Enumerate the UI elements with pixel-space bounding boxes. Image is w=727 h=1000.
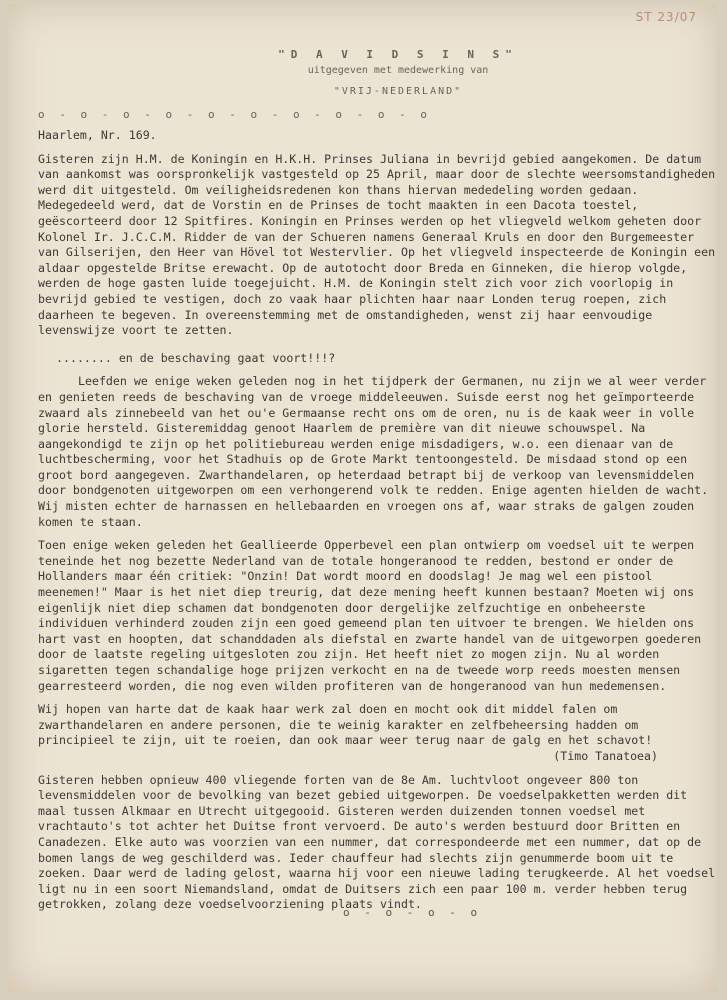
dateline: Haarlem, Nr. 169.: [38, 128, 157, 142]
masthead-org: "VRIJ-NEDERLAND": [333, 86, 463, 97]
separator-line: o - o - o - o - o - o - o - o - o - o: [38, 108, 432, 121]
signature: (Timo Tanatoea): [553, 748, 658, 763]
paragraph-food-drops: Gisteren hebben opnieuw 400 vliegende forten van de 8e Am. luchtvloot ongeveer 800 ton levensmiddelen voor de bevolking van bezet gebied uitgeworpen. De voedselpakketten werden dit maal tussen Alkmaar en Utrecht uitgegooid. Gisteren werden duizenden tonnen voedsel met vrachtauto's tot achter het Duitse front vervoerd. De auto's werden bestuurd door Britten en Canadezen. Elke auto was voorzien van een nummer, dat correspondeerde met een nummer, dat op de bomen langs de weg geschilderd was. Ieder chauffeur had slechts zijn genummerde boom uit te zoeken. Daar werd de lading gelost, waarna hij voor een nieuwe lading terugkeerde. Al het voedsel ligt nu in een soort Niemandsland, omdat de Duitsers zich een paar 100 m. verder hebben terug getrokken, zolang deze voedselvoorziening plaats vindt.: [38, 772, 716, 912]
paragraph-hope: Wij hopen van harte dat de kaak haar werk zal doen en mocht ook dit middel falen om zwarthandelaren en andere personen, die te weinig karakter en zelfbeheersing hadden om principieel te zijn, uit te roeien, dan ook maar weer terug naar de galg en het schavot!: [38, 702, 653, 748]
document-page: [8, 4, 717, 992]
archive-code-stamp: ST 23/07: [635, 10, 697, 24]
paragraph-royal-arrival: Gisteren zijn H.M. de Koningin en H.K.H. Prinses Juliana in bevrijd gebied aangekomen. De datum van aankomst was oorspronkelijk vastgesteld op 25 April, maar door de slechte weersomstandigheden werd dit uitgesteld. Om veiligheidsredenen kon thans hiervan mededeling worden gedaan. Medegedeeld werd, dat de Vorstin en de Prinses de tocht maakten in een Dacota toestel, geëscorteerd door 12 Spitfires. Koningin en Prinses werden op het vliegveld welkom geheten door Kolonel Ir. J.C.C.M. Ridder de van der Schueren namens Generaal Kruls en door den Burgemeester van Gilserijen, den Heer van Hövel tot Westervlier. Op het vliegveld inspecteerde de Koningin een aldaar opgestelde Britse erewacht. Op de autotocht door Breda en Ginneken, die hierop volgde, werden de hoge gasten luide toegejuicht. H.M. de Koningin stelt zich voor zich voorlopig in bevrijd gebied te vestigen, doch zo vaak haar plichten haar naar Londen terug roepen, zich daarheen te begeven. In overeenstemming met de omstandigheden, wenst zij haar eenvoudige levenswijze voort te zetten.: [38, 151, 716, 338]
masthead-title: "D A V I D S I N S": [278, 48, 518, 61]
document-body: [38, 128, 718, 921]
paragraph-pillory: Leefden we enige weken geleden nog in het tijdperk der Germanen, nu zijn we al weer verder en genieten reeds de beschaving van de vroege middeleeuwen. Suisde eerst nog het geïmporteerde zwaard als zinnebeeld van het ou'e Germaanse recht ons om de oren, nu is de kaak weer in volle glorie hersteld. Gisteremiddag genoot Haarlem de première van dit nieuwe schouwspel. Na aangekondigd te zijn op het politiebureau werden enige misdadigers, w.o. een dienaar van de luchtbescherming, voor het Stadhuis op de Grote Markt tentoongesteld. De misdaad stond op een groot bord aangegeven. Zwarthandelaren, op heterdaad betrapt bij de verkoop van levensmiddelen door bondgenoten uitgeworpen om een verhongerend volk te redden. Enige agenten hielden de wacht. Wij misten echter de harnassen en hellebaarden en vroegen ons af, waar straks de galgen zouden komen te staan.: [38, 374, 709, 529]
masthead-subtitle: uitgegeven met medewerking van: [307, 65, 489, 76]
section-heading: ........ en de beschaving gaat voort!!!?: [56, 350, 336, 365]
masthead: [248, 48, 548, 97]
paragraph-food-drop-critique: Toen enige weken geleden het Geallieerde Opperbevel een plan ontwierp om voedsel uit te werpen teneinde het nog bezette Nederland van de totale hongeranood te redden, bestond er onder de Hollanders maar één critiek: "Onzin! Dat wordt moord en doodslag! Je mag wel een pistool meenemen!" Maar is het niet diep treurig, dat deze mening heeft kunnen bestaan? Moeten wij ons eigenlijk niet diep schamen dat bondgenoten door dergelijke zelfzuchtige en onbeheerste individuen verhinderd zouden zijn een goed gemeend plan ten uitvoer te brengen. We hielden ons hart vast en hoopten, dat schanddaden als diefstal en zwarte handel van de uitgeworpen goederen door de laatste regeling uitgesloten zou zijn. Het heeft niet zo mogen zijn. Nu al worden sigaretten tegen schandalige hoge prijzen verkocht en na de tweede worp reeds moesten mensen gearresteerd worden, die nog even wilden profiteren van de hongeranood van hun medemensen.: [38, 538, 702, 693]
end-mark: o - o - o - o: [343, 906, 482, 919]
